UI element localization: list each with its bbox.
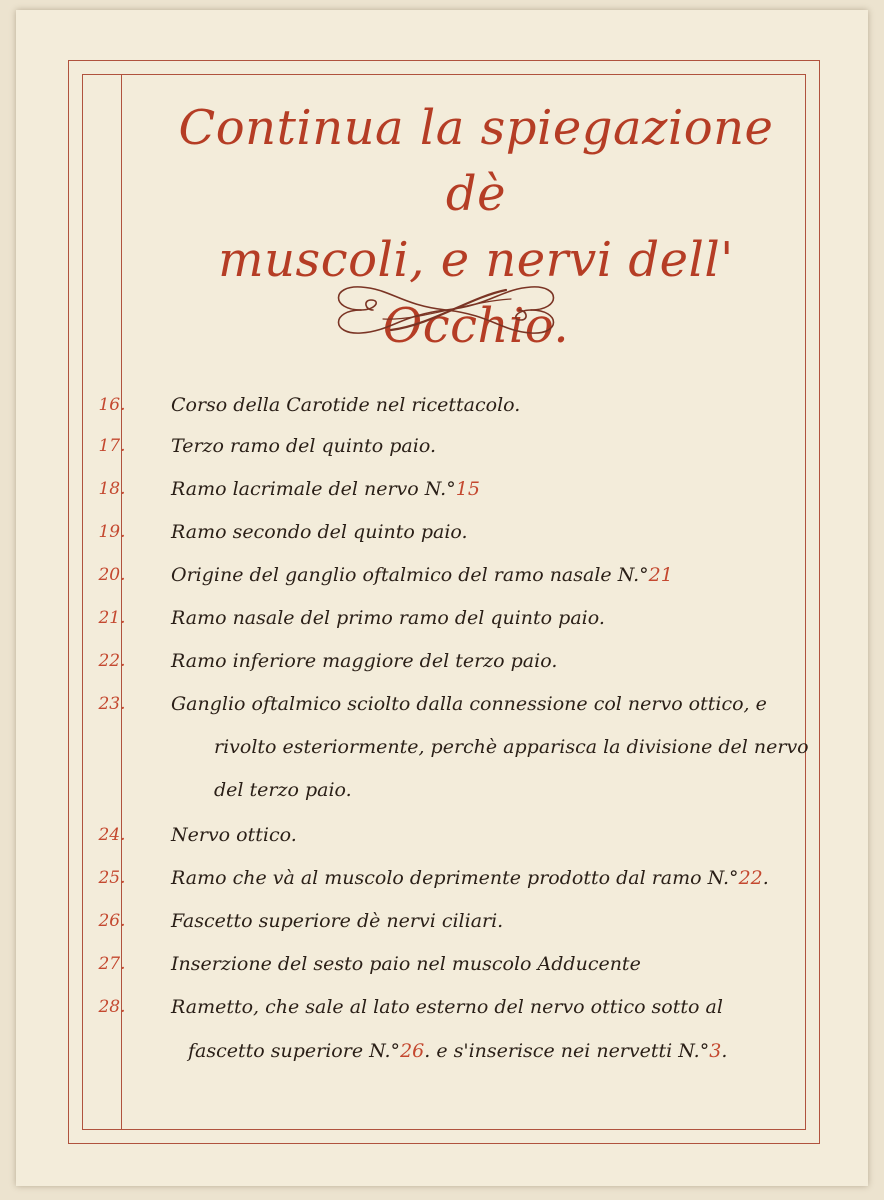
entry-reference: 15 (455, 478, 480, 500)
entry-text-continuation (188, 1040, 727, 1062)
entry-number: 18. (98, 479, 126, 499)
entry-number: 19. (98, 522, 126, 542)
entry-text: Nervo ottico. (171, 824, 297, 846)
entry-text-body: Ramo lacrimale del nervo N.° (171, 478, 456, 500)
manuscript-page (16, 10, 868, 1186)
entry-text: Ramo secondo del quinto paio. (171, 521, 468, 543)
entry-text: Corso della Carotide nel ricettacolo. (171, 394, 521, 416)
entry-number: 28. (98, 997, 126, 1017)
entry-reference: 21 (648, 564, 673, 586)
entry-text: Fascetto superiore dè nervi ciliari. (171, 910, 504, 932)
entry-number: 24. (98, 825, 126, 845)
entry-reference: 26 (400, 1040, 425, 1062)
entry-text-body: . e s'inserisce nei nervetti N.° (424, 1040, 710, 1062)
entry-number: 26. (98, 911, 126, 931)
entry-text-body: Ramo che và al muscolo deprimente prodotto dal ramo N.° (171, 867, 739, 889)
entry-text: Ramo nasale del primo ramo del quinto paio. (171, 607, 605, 629)
entry-text: Ganglio oftalmico sciolto dalla connessione col nervo ottico, e (171, 693, 767, 715)
title-line-2: muscoli, e nervi dell' Occhio. (218, 232, 734, 354)
flourish-ornament (321, 275, 571, 345)
title-line-1: Continua la spiegazione dè (178, 100, 774, 222)
entry-text (171, 564, 811, 586)
entry-text (171, 478, 811, 500)
entry-number: 27. (98, 954, 126, 974)
entry-text (171, 867, 811, 889)
entry-text-body: fascetto superiore N.° (188, 1040, 401, 1062)
entry-text-continuation: del terzo paio. (214, 779, 352, 801)
entry-text-end: . (721, 1040, 728, 1062)
entry-text: Rametto, che sale al lato esterno del nervo ottico sotto al (171, 996, 723, 1018)
entry-text-body: Origine del ganglio oftalmico del ramo nasale N.° (171, 564, 649, 586)
entry-text-continuation: rivolto esteriormente, perchè apparisca la divisione del nervo (214, 736, 809, 758)
entry-text-end: . (762, 867, 769, 889)
entry-number: 22. (98, 651, 126, 671)
entry-number: 17. (98, 436, 126, 456)
entry-number: 20. (98, 565, 126, 585)
entry-text: Terzo ramo del quinto paio. (171, 435, 436, 457)
entry-number: 16. (98, 395, 126, 415)
entry-reference: 22 (738, 867, 763, 889)
entry-number: 21. (98, 608, 126, 628)
entry-text: Inserzione del sesto paio nel muscolo Adducente (171, 953, 641, 975)
entry-reference: 3 (709, 1040, 722, 1062)
entry-number: 25. (98, 868, 126, 888)
entry-text: Ramo inferiore maggiore del terzo paio. (171, 650, 558, 672)
entry-number: 23. (98, 694, 126, 714)
